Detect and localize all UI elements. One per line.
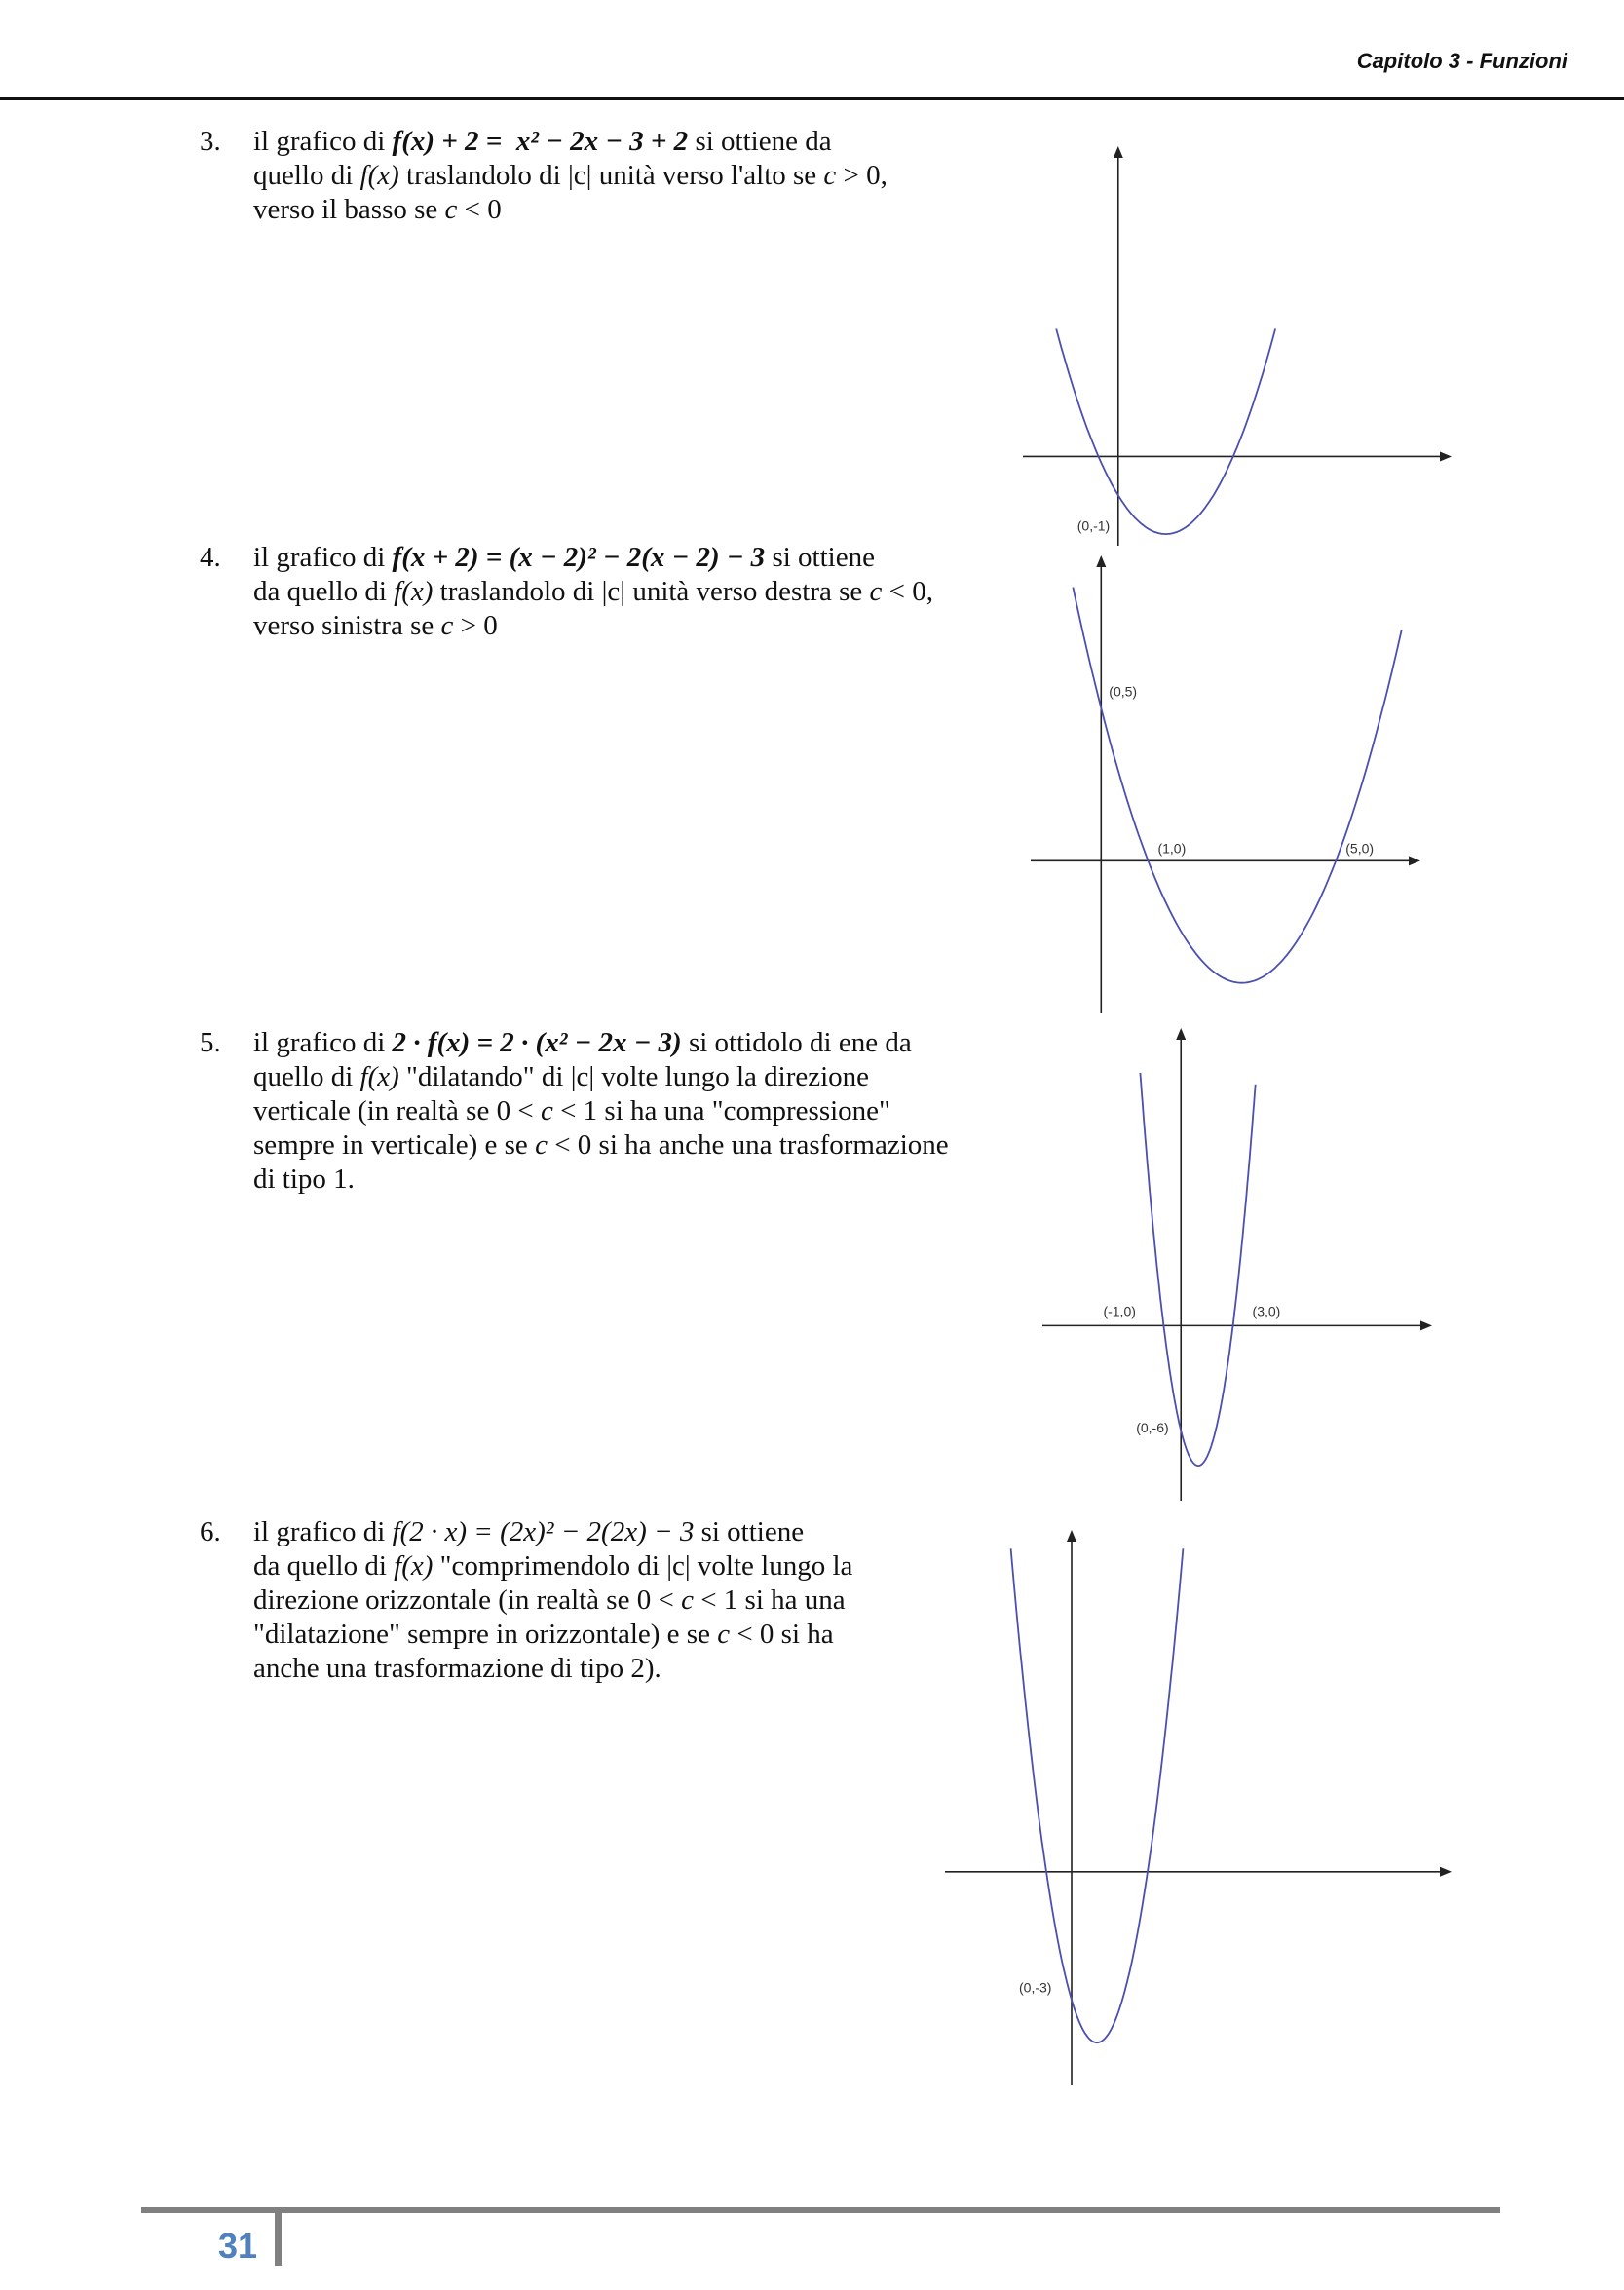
text-run: verso il basso se: [253, 194, 445, 225]
text-line: [253, 193, 1001, 227]
x-axis-arrow: [1440, 1867, 1452, 1877]
text-line: [253, 1026, 1017, 1060]
text-run: il grafico di: [253, 1516, 393, 1547]
text-run: si ottidolo di ene da: [681, 1027, 912, 1058]
point-label: (1,0): [1157, 840, 1187, 857]
italic-symbol: c: [440, 610, 454, 641]
text-run: si ottiene: [694, 1516, 805, 1547]
text-run: di tipo 1.: [253, 1164, 355, 1195]
text-line: [253, 541, 1001, 575]
x-axis-arrow: [1420, 1320, 1432, 1330]
item-number: 4.: [200, 542, 221, 573]
point-label: (-1,0): [1103, 1303, 1136, 1319]
point-label: (5,0): [1345, 840, 1375, 857]
text-line: [253, 609, 1001, 643]
text-line: [253, 1060, 1017, 1094]
text-run: "dilatando" di |c| volte lungo la direzione: [398, 1061, 870, 1092]
text-run: il grafico di: [253, 126, 393, 157]
item-number: 6.: [200, 1516, 221, 1547]
item-text: [253, 125, 1001, 227]
page-number: 31: [218, 2226, 258, 2266]
item-number: 3.: [200, 126, 221, 157]
text-line: [253, 1584, 923, 1618]
parabola-curve: [1056, 329, 1275, 535]
text-run: < 1 si ha una: [693, 1584, 846, 1616]
italic-symbol: c: [540, 1095, 553, 1126]
item-text: [253, 1026, 1017, 1197]
point-label: (0,-3): [1019, 1979, 1052, 1996]
graph-horizontal-compress: [945, 1530, 1452, 2085]
text-run: anche una trasformazione di tipo 2).: [253, 1653, 661, 1684]
italic-symbol: c: [681, 1584, 694, 1616]
y-axis-arrow: [1114, 146, 1123, 158]
text-line: [253, 1618, 923, 1652]
italic-symbol: c: [535, 1129, 548, 1161]
text-run: < 1 si ha una "compressione": [552, 1095, 890, 1126]
text-run: traslandolo di |c| unità verso destra se: [433, 576, 870, 607]
text-run: da quello di: [253, 576, 395, 607]
text-line: [253, 575, 1001, 609]
text-line: [253, 1652, 923, 1686]
italic-symbol: f(x): [394, 576, 434, 607]
text-run: da quello di: [253, 1550, 395, 1582]
text-run: < 0,: [882, 576, 934, 607]
formula: f(x + 2) = (x − 2)² − 2(x − 2) − 3: [392, 542, 766, 573]
graph-shift-right: [1031, 555, 1420, 1013]
x-axis-arrow: [1440, 451, 1452, 461]
text-run: traslandolo di |c| unità verso l'alto se: [398, 160, 824, 191]
text-line: [253, 1163, 1017, 1197]
formula: f(x) + 2 = x² − 2x − 3 + 2: [392, 126, 689, 157]
italic-symbol: c: [444, 194, 458, 225]
text-run: sempre in verticale) e se: [253, 1129, 536, 1161]
text-run: < 0: [457, 194, 502, 225]
text-run: quello di: [253, 160, 360, 191]
text-run: < 0 si ha anche una trasformazione: [547, 1129, 949, 1161]
y-axis-arrow: [1176, 1028, 1186, 1040]
text-run: verticale (in realtà se 0 <: [253, 1095, 541, 1126]
text-run: > 0: [453, 610, 498, 641]
text-run: direzione orizzontale (in realtà se 0 <: [253, 1584, 682, 1616]
point-label: (3,0): [1252, 1303, 1281, 1319]
italic-symbol: f(2 · x) = (2x)² − 2(2x) − 3: [392, 1516, 695, 1547]
point-label: (0,5): [1109, 683, 1138, 700]
graph-shift-up: [1023, 146, 1452, 546]
formula: 2 · f(x) = 2 · (x² − 2x − 3): [392, 1027, 682, 1058]
text-run: > 0,: [836, 160, 888, 191]
italic-symbol: c: [823, 160, 837, 191]
text-run: "dilatazione" sempre in orizzontale) e se: [253, 1619, 718, 1650]
text-line: [253, 1515, 923, 1549]
text-run: il grafico di: [253, 1027, 393, 1058]
text-run: quello di: [253, 1061, 360, 1092]
text-run: si ottiene da: [688, 126, 832, 157]
italic-symbol: c: [717, 1619, 731, 1650]
text-run: si ottiene: [765, 542, 875, 573]
header-rule: [0, 97, 1624, 100]
text-line: [253, 1549, 923, 1584]
italic-symbol: f(x): [359, 160, 399, 191]
italic-symbol: f(x): [394, 1550, 434, 1582]
point-label: (0,-6): [1136, 1420, 1169, 1436]
parabola-curve: [1073, 588, 1401, 983]
parabola-curve: [1011, 1548, 1184, 2042]
item-text: [253, 1515, 923, 1686]
point-label: (0,-1): [1076, 517, 1111, 534]
text-line: [253, 1094, 1017, 1128]
italic-symbol: c: [869, 576, 883, 607]
item-number: 5.: [200, 1027, 221, 1058]
x-axis-arrow: [1409, 856, 1420, 865]
parabola-curve: [1140, 1073, 1255, 1466]
chapter-header: Capitolo 3 - Funzioni: [1356, 49, 1567, 73]
y-axis-arrow: [1096, 555, 1106, 567]
text-run: < 0 si ha: [730, 1619, 834, 1650]
text-line: [253, 125, 1001, 159]
text-run: verso sinistra se: [253, 610, 441, 641]
text-line: [253, 1128, 1017, 1163]
footer-rule: [141, 2207, 1500, 2213]
text-run: "comprimendolo di |c| volte lungo la: [433, 1550, 853, 1582]
italic-symbol: f(x): [359, 1061, 399, 1092]
y-axis-arrow: [1067, 1530, 1076, 1542]
item-text: [253, 541, 1001, 643]
text-line: [253, 159, 1001, 193]
text-run: il grafico di: [253, 542, 393, 573]
footer-divider: [275, 2207, 282, 2266]
graph-vertical-stretch: [1042, 1028, 1432, 1501]
